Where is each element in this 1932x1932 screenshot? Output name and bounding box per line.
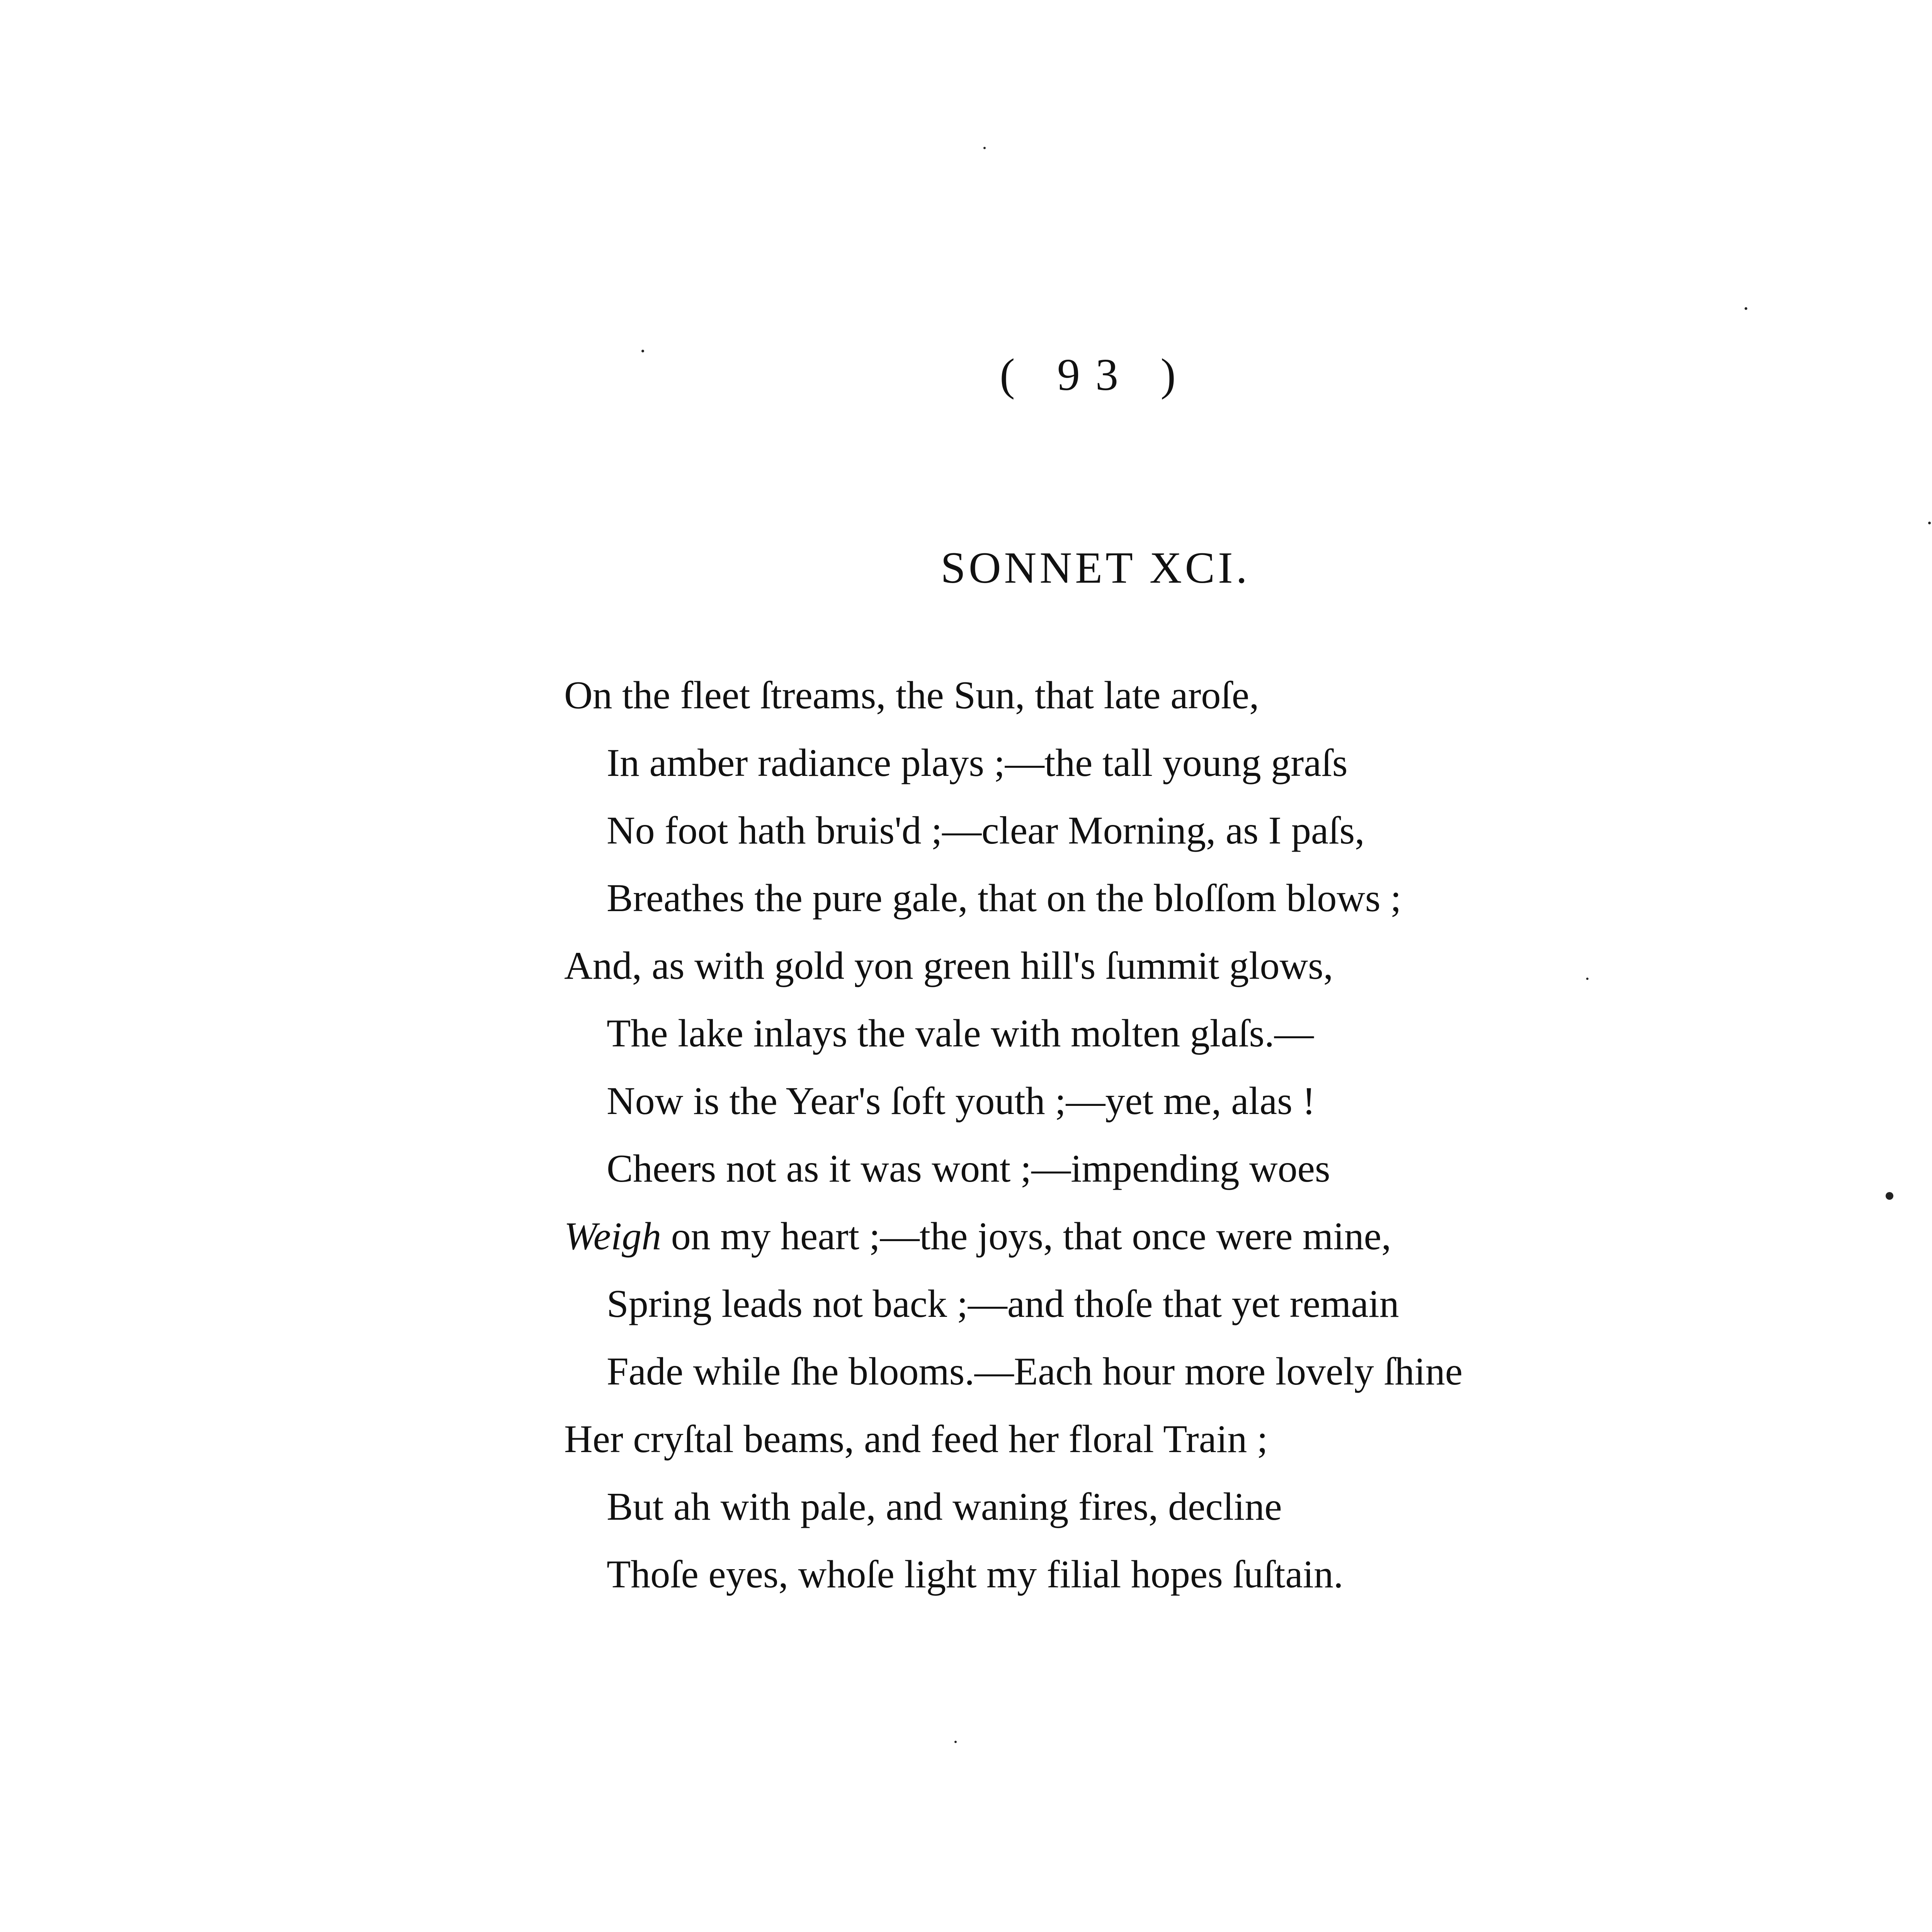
poem-line-text: Her cryſtal beams, and feed her floral Train ; [564,1417,1268,1461]
poem-line-9 [564,1211,1932,1279]
poem-line-text: On the fleet ſtreams, the Sun, that late aroſe, [564,673,1259,717]
poem-line-text: But ah with pale, and waning fires, decline [607,1485,1282,1529]
poem-line-text: In amber radiance plays ;—the tall young graſs [607,741,1348,785]
poem-line-text: And, as with gold yon green hill's ſummit glows, [564,944,1333,988]
poem-line-11 [564,1347,1932,1414]
scan-speck [1586,978,1588,980]
poem [564,670,1932,1617]
poem-line-text: Spring leads not back ;—and thoſe that yet remain [607,1282,1399,1326]
poem-line-text: The lake inlays the vale with molten glaſs.— [607,1012,1314,1055]
scan-speck [1928,522,1931,524]
poem-line-8 [564,1144,1932,1211]
poem-line-text: Now is the Year's ſoft youth ;—yet me, alas ! [607,1079,1316,1123]
poem-line-7 [564,1076,1932,1144]
poem-line-text: Breathes the pure gale, that on the bloſſom blows ; [607,876,1401,920]
scan-speck [954,1741,957,1743]
poem-line-12 [564,1414,1932,1482]
poem-line-6 [564,1009,1932,1076]
page-number: ( 93 ) [1000,349,1191,400]
scan-speck [1745,307,1747,310]
poem-line-3 [564,806,1932,873]
scan-speck [1886,1192,1893,1200]
poem-line-4 [564,873,1932,941]
scan-speck [983,147,986,149]
poem-line-5 [564,941,1932,1009]
poem-line-text: No foot hath bruis'd ;—clear Morning, as I paſs, [607,809,1365,852]
poem-line-14 [564,1549,1932,1617]
poem-line-text: Thoſe eyes, whoſe light my filial hopes ſuſtain. [607,1553,1344,1596]
scan-speck [641,350,644,352]
sonnet-title: SONNET XCI. [940,543,1250,593]
poem-line-13 [564,1482,1932,1549]
poem-line-2 [564,738,1932,806]
poem-line-10 [564,1279,1932,1347]
poem-line-italic-word: Weigh [564,1214,662,1258]
poem-line-1 [564,670,1932,738]
poem-line-text: Cheers not as it was wont ;—impending woes [607,1147,1330,1190]
poem-line-text: Fade while ſhe blooms.—Each hour more lovely ſhine [607,1350,1463,1393]
poem-line-text: on my heart ;—the joys, that once were mine, [661,1214,1391,1258]
